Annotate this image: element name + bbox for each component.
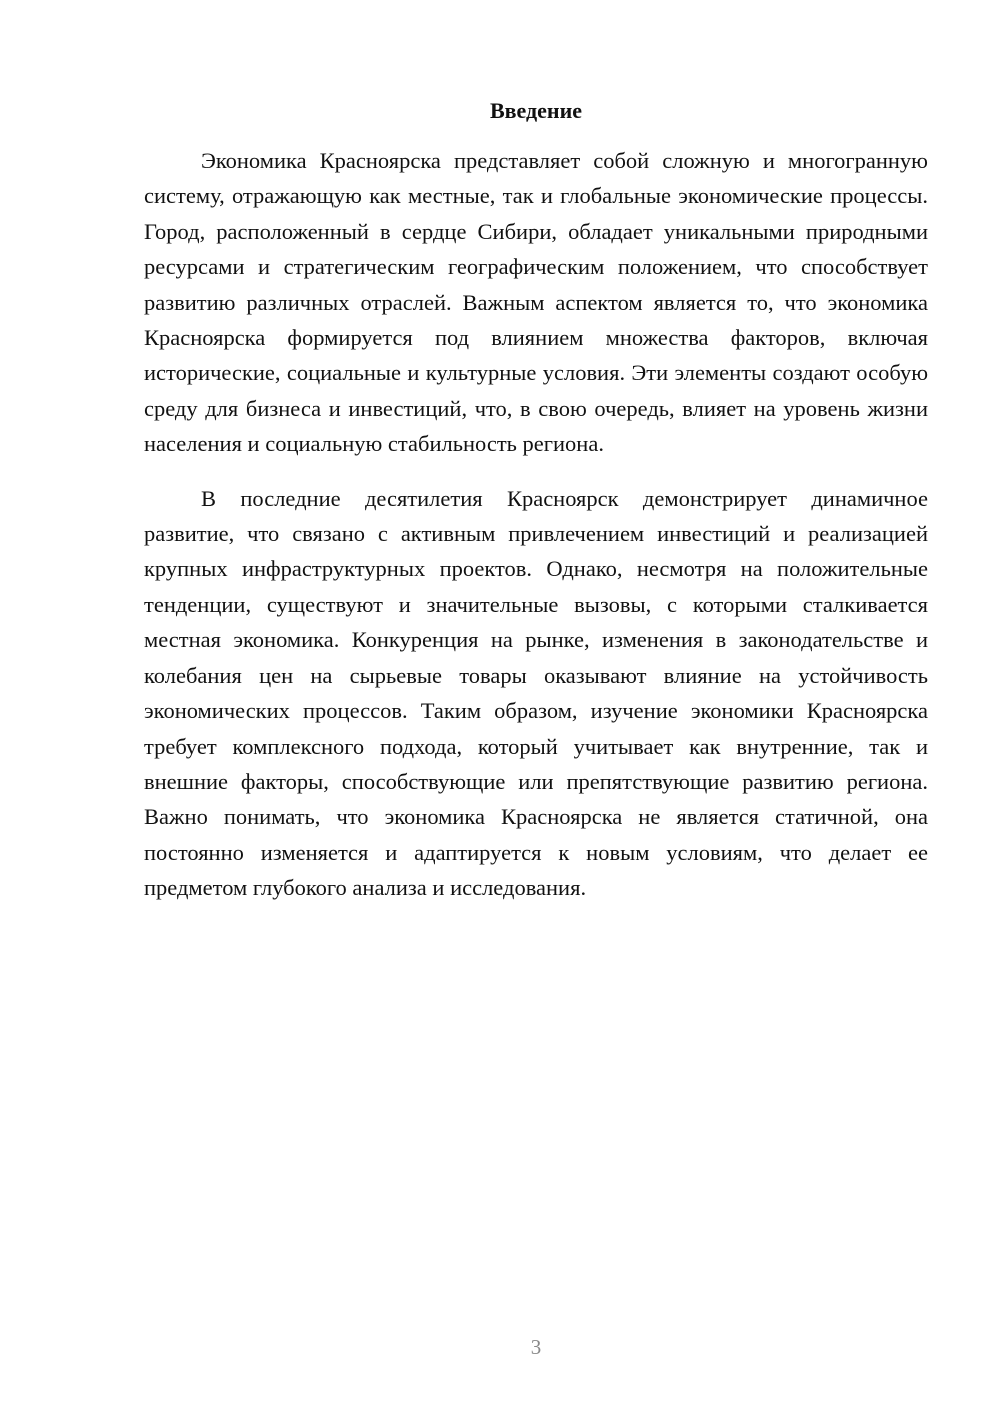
paragraph-2: В последние десятилетия Красноярск демонстрирует динамичное развитие, что связано с активным привлечением инвестиций и реализацией крупных инфраструктурных проектов. Однако, несмотря на положительные тенденции, существуют и значительные вызовы, с которыми сталкивается местная экономика. Конкуренция на рынке, изменения в законодательстве и колебания цен на сырьевые товары оказывают влияние на устойчивость экономических процессов. Таким образом, изучение экономики Красноярска требует комплексного подхода, который учитывает как внутренние, так и внешние факторы, способствующие или препятствующие развитию региона. Важно понимать, что экономика Красноярска не является статичной, она постоянно изменяется и адаптируется к новым условиям, что делает ее предметом глубокого анализа и исследования. bbox=[144, 485, 928, 901]
page-number: 3 bbox=[530, 1335, 542, 1359]
paragraph-1: Экономика Красноярска представляет собой сложную и многогранную систему, отражающую как местные, так и глобальные экономические процессы. Город, расположенный в сердце Сибири, обладает уникальными природными ресурсами и стратегическим географическим положением, что способствует развитию различных отраслей. Важным аспектом является то, что экономика Красноярска формируется под влиянием множества факторов, включая исторические, социальные и культурные условия. Эти элементы создают особую среду для бизнеса и инвестиций, что, в свою очередь, влияет на уровень жизни населения и социальную стабильность региона. bbox=[144, 148, 928, 457]
page-content bbox=[144, 96, 928, 906]
section-title: Введение bbox=[489, 98, 583, 123]
